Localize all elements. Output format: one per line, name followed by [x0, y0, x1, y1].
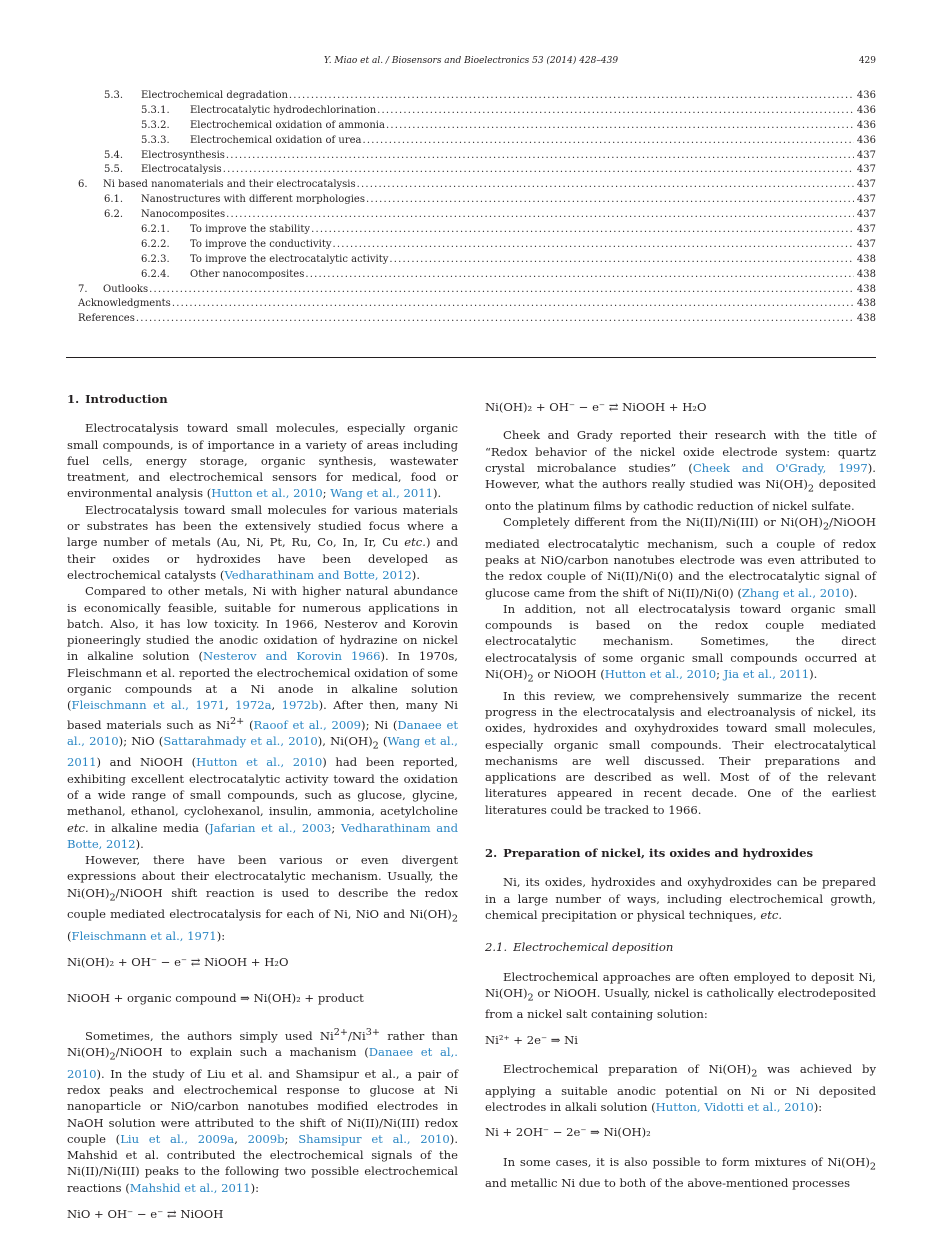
- toc-entry-page: 436: [856, 90, 876, 101]
- citation-link[interactable]: Vedharathinam and Botte, 2012: [224, 567, 412, 582]
- citation-link[interactable]: 1972a: [235, 698, 272, 713]
- toc-entry[interactable]: [66, 253, 876, 268]
- citation-link[interactable]: 2009b: [247, 1131, 285, 1146]
- toc-leader-dots: [226, 149, 854, 164]
- toc-entry-title: Nanocomposites: [141, 209, 226, 221]
- citation-link[interactable]: Zhang et al., 2010: [741, 585, 850, 600]
- toc-entry[interactable]: [66, 134, 876, 149]
- toc-leader-dots: [149, 283, 854, 298]
- toc-entry-page: 438: [856, 313, 876, 325]
- toc-entry-page: 438: [856, 268, 876, 280]
- toc-entry[interactable]: [66, 163, 876, 178]
- toc-entry-number: 5.5.: [104, 164, 124, 176]
- toc-entry[interactable]: [66, 89, 876, 104]
- paragraph: Electrochemical approaches are often employed to deposit Ni, $Ni(OH)_2$ or NiOOH. Usually, nickel is catholically electrodeposited from a nickel salt containing solution:: [485, 969, 876, 1022]
- running-title: Y. Miao et al. / Biosensors and Bioelectronics 53 (2014) 428–439: [323, 56, 619, 66]
- toc-entry-page: 437: [856, 149, 876, 161]
- equation: Ni²⁺ + 2e⁻ ⇒ Ni: [485, 1032, 578, 1047]
- citation-link[interactable]: Raoof et al., 2009: [253, 717, 362, 732]
- toc-entry-page: 436: [856, 134, 876, 146]
- toc-entry-number: 7.: [78, 283, 88, 295]
- toc-entry-title: Electrocatalytic hydrodechlorination: [190, 104, 377, 116]
- citation-link[interactable]: Danaee et al., 2010: [67, 717, 459, 748]
- paragraph: Completely different from the Ni(II)/Ni(III) or $Ni(OH)_2$/NiOOH mediated electrocatalytic mechanism, such a couple of redox peaks at NiO/carbon nanotubes electrode was even attributed to the redox couple of Ni(II)/Ni(0) and the electrocatalytic signal of glucose came from the shift of Ni(II)/Ni(0) (Zhang et al., 2010).: [485, 515, 876, 600]
- toc-entry-title: Ni based nanomaterials and their electrocatalysis: [103, 179, 356, 191]
- toc-entry-page: 436: [856, 119, 876, 131]
- citation-link[interactable]: Fleischmann et al., 1971: [71, 698, 225, 713]
- toc-entry-number: 6.2.3.: [141, 253, 170, 265]
- subsection-heading-electrochemical-deposition: 2.1. Electrochemical deposition: [485, 940, 674, 955]
- toc-entry-page: 436: [856, 104, 876, 116]
- toc-entry-page: 437: [856, 179, 876, 191]
- citation-link[interactable]: 1972b: [281, 698, 319, 713]
- toc-leader-dots: [223, 163, 854, 178]
- toc-entry[interactable]: [66, 119, 876, 134]
- citation-link[interactable]: Sattarahmady et al., 2010: [163, 733, 318, 748]
- citation-link[interactable]: Hutton et al., 2010: [604, 667, 717, 682]
- toc-entry-page: 437: [856, 238, 876, 250]
- toc-leader-dots: [226, 208, 854, 223]
- section-divider: [66, 357, 876, 358]
- citation-link[interactable]: Danaee et al,. 2010: [67, 1045, 458, 1081]
- toc-entry[interactable]: [66, 312, 876, 327]
- toc-leader-dots: [377, 104, 854, 119]
- citation-link[interactable]: Hutton et al., 2010: [196, 755, 323, 770]
- paragraph: Compared to other metals, Ni with higher natural abundance is economically feasible, suitable for numerous applications in batch. Also, it has low toxicity. In 1966, Nesterov and Korovin pioneeringly studied the anodic oxidation of hydrazine on nickel in alkaline solution (Nesterov and Korovin 1966). In 1970s, Fleischmann et al. reported the electrochemical oxidation of some organic compounds at a Ni anode in alkaline solution (Fleischmann et al., 1971, 1972a, 1972b). After then, many Ni based materials such as $Ni^{2+}$ (Raoof et al., 2009); Ni (Danaee et al., 2010); NiO (Sattarahmady et al., 2010), $Ni(OH)_2$ (Wang et al., 2011) and NiOOH (Hutton et al., 2010) had been reported, exhibiting excellent electrocatalytic activity toward the oxidation of a wide range of small compounds, such as glucose, glycine, methanol, ethanol, cyclohexanol, insulin, ammonia, acetylcholine etc. in alkaline media (Jafarian et al., 2003; Vedharathinam and Botte, 2012).: [67, 584, 459, 851]
- citation-link[interactable]: Shamsipur et al., 2010: [298, 1131, 450, 1146]
- toc-leader-dots: [136, 312, 854, 327]
- citation-link[interactable]: Jia et al., 2011: [723, 667, 810, 682]
- toc-entry-title: Outlooks: [103, 283, 149, 295]
- toc-entry-number: 6.2.: [104, 209, 124, 221]
- toc-entry[interactable]: [66, 238, 876, 253]
- toc-entry-title: Electrochemical oxidation of urea: [190, 134, 362, 146]
- toc-entry-page: 437: [856, 164, 876, 176]
- toc-entry-title: Electrochemical oxidation of ammonia: [190, 119, 385, 131]
- citation-link[interactable]: Hutton et al., 2010: [211, 486, 323, 501]
- equation: Ni(OH)₂ + OH⁻ − e⁻ ⇄ NiOOH + H₂O: [67, 955, 289, 970]
- toc-entry[interactable]: [66, 104, 876, 119]
- toc-leader-dots: [289, 89, 854, 104]
- toc-entry-title: To improve the conductivity: [190, 238, 332, 250]
- toc-entry-number: 5.4.: [104, 149, 124, 161]
- equation: NiO + OH⁻ − e⁻ ⇄ NiOOH: [67, 1207, 224, 1222]
- toc-entry-title: Electrocatalysis: [141, 164, 222, 176]
- running-header: [66, 56, 876, 70]
- equation: Ni(OH)₂ + OH⁻ − e⁻ ⇄ NiOOH + H₂O: [485, 400, 707, 414]
- section-heading-preparation: 2. Preparation of nickel, its oxides and hydroxides: [485, 846, 813, 861]
- toc-entry-number: 6.1.: [104, 194, 124, 206]
- paragraph: Cheek and Grady reported their research with the title of “Redox behavior of the nickel oxide electrode system: quartz crystal microbalance studies” (Cheek and O'Grady, 1997). However, what the authors really studied was $Ni(OH)_2$ deposited onto the platinum films by cathodic reduction of nickel sulfate.: [485, 428, 876, 513]
- citation-link[interactable]: Wang et al., 2011: [330, 486, 434, 501]
- toc-entry[interactable]: [66, 149, 876, 164]
- paragraph: However, there have been various or even divergent expressions about their electrocatalytic mechanism. Usually, the $Ni(OH)_2$/NiOOH shift reaction is used to describe the redox couple mediated electrocatalysis for each of Ni, NiO and $Ni(OH)_2$ (Fleischmann et al., 1971):: [67, 853, 458, 943]
- paragraph: Electrochemical preparation of $Ni(OH)_2$ was achieved by applying a suitable anodic potential on Ni or Ni deposited electrodes in alkali solution (Hutton, Vidotti et al., 2010):: [485, 1062, 876, 1114]
- citation-link[interactable]: Hutton, Vidotti et al., 2010: [655, 1099, 814, 1114]
- citation-link[interactable]: Mahshid et al., 2011: [129, 1180, 251, 1195]
- toc-entry-number: 5.3.: [104, 90, 124, 101]
- toc-entry-number: 6.2.2.: [141, 238, 170, 250]
- citation-link[interactable]: Nesterov and Korovin 1966: [203, 649, 381, 664]
- toc-leader-dots: [172, 297, 854, 312]
- toc-entry-page: 438: [856, 283, 876, 295]
- toc-entry-page: 437: [856, 224, 876, 236]
- citation-link[interactable]: Fleischmann et al., 1971: [71, 929, 217, 943]
- citation-link[interactable]: Cheek and O'Grady, 1997: [692, 460, 868, 475]
- paragraph: Ni, its oxides, hydroxides and oxyhydroxides can be prepared in a large number of ways, including electrochemical growth, chemical precipitation or physical techniques, etc.: [485, 875, 876, 922]
- toc-entry[interactable]: [66, 268, 876, 283]
- toc-leader-dots: [389, 253, 853, 268]
- toc-entry-title: To improve the stability: [190, 224, 311, 236]
- toc-entry-page: 437: [856, 209, 876, 221]
- toc-leader-dots: [311, 223, 854, 238]
- toc-entry-title: Electrochemical degradation: [141, 90, 288, 101]
- toc-entry-number: 5.3.1.: [141, 104, 170, 116]
- toc-entry[interactable]: [66, 208, 876, 223]
- citation-link[interactable]: Wang et al., 2011: [67, 733, 458, 770]
- toc-entry-title: Electrosynthesis: [141, 149, 225, 161]
- table-of-contents: [66, 89, 876, 327]
- section-heading-introduction: 1. Introduction: [67, 392, 168, 406]
- toc-entry[interactable]: [66, 283, 876, 298]
- right-column: [485, 391, 876, 1191]
- toc-leader-dots: [333, 238, 854, 253]
- toc-leader-dots: [363, 134, 854, 149]
- toc-leader-dots: [357, 178, 854, 193]
- toc-entry-page: 438: [856, 298, 876, 310]
- toc-entry[interactable]: [66, 193, 876, 208]
- paragraph: In addition, not all electrocatalysis toward organic small compounds is based on the redox couple mediated electrocatalytic mechanism. Sometimes, the direct electrocatalysis of some organic small compounds occurred at $Ni(OH)_2$ or NiOOH (Hutton et al., 2010; Jia et al., 2011).: [485, 601, 876, 685]
- paragraph: Electrocatalysis toward small molecules for various materials or substrates has been the extensively studied focus where a large number of metals (Au, Ni, Pt, Ru, Co, In, Ir, Cu etc.) and their oxides or hydroxides have been developed as electrochemical catalysts (Vedharathinam and Botte, 2012).: [67, 502, 459, 582]
- toc-entry-number: 6.2.1.: [141, 224, 170, 236]
- toc-entry-title: Nanostructures with different morphologies: [141, 194, 365, 206]
- toc-entry-number: 6.: [78, 179, 88, 191]
- toc-entry-page: 438: [856, 253, 876, 265]
- paragraph: In some cases, it is also possible to form mixtures of $Ni(OH)_2$ and metallic Ni due to both of the above-mentioned processes: [485, 1154, 876, 1191]
- toc-leader-dots: [305, 268, 854, 283]
- toc-entry-title: To improve the electrocatalytic activity: [190, 253, 389, 265]
- toc-entry-title: Other nanocomposites: [190, 268, 305, 280]
- equation: Ni + 2OH⁻ − 2e⁻ ⇒ Ni(OH)₂: [485, 1125, 651, 1140]
- toc-entry[interactable]: [66, 178, 876, 193]
- toc-entry[interactable]: [66, 297, 876, 312]
- toc-entry-page: 437: [856, 194, 876, 206]
- left-column: [67, 391, 458, 1222]
- toc-entry-title: References: [78, 313, 135, 325]
- toc-leader-dots: [366, 193, 854, 208]
- toc-entry-number: 5.3.3.: [141, 134, 170, 146]
- toc-entry[interactable]: [66, 223, 876, 238]
- toc-entry-number: 6.2.4.: [141, 268, 170, 280]
- citation-link[interactable]: Vedharathinam and Botte, 2012: [67, 820, 459, 851]
- equation: NiOOH + organic compound ⇒ Ni(OH)₂ + product: [67, 990, 364, 1005]
- page-number: 429: [858, 56, 876, 66]
- paragraph: Electrocatalysis toward small molecules, especially organic small compounds, is of importance in a variety of areas including fuel cells, energy storage, organic synthesis, wastewater treatment, and electrochemical sensors for medical, food or environmental analysis (Hutton et al., 2010; Wang et al., 2011).: [67, 421, 458, 501]
- toc-leader-dots: [386, 119, 854, 134]
- toc-entry-number: 5.3.2.: [141, 119, 170, 131]
- citation-link[interactable]: Liu et al., 2009a: [120, 1131, 235, 1146]
- paragraph: In this review, we comprehensively summarize the recent progress in the electrocatalysis and electroanalysis of nickel, its oxides, hydroxides and oxyhydroxides toward small molecules, especially organic small compounds. Their electrocatalytical mechanisms are well discussed. Their preparations and applications are described as well. Most of of the relevant literatures appeared in recent decade. One of the earliest literatures could be tracked to 1966.: [485, 688, 876, 817]
- citation-link[interactable]: Jafarian et al., 2003: [209, 820, 332, 835]
- toc-entry-title: Acknowledgments: [78, 298, 171, 310]
- paragraph: Sometimes, the authors simply used $Ni^{2+}/Ni^{3+}$ rather than $Ni(OH)_2$/NiOOH to explain such a machanism (Danaee et al,. 2010). In the study of Liu et al. and Shamsipur et al., a pair of redox peaks and electrochemical response to glucose at Ni nanoparticle or NiO/carbon nanotubes modified electrodes in NaOH solution were attributed to the shift of Ni(II)/Ni(III) redox couple (Liu et al., 2009a, 2009b; Shamsipur et al., 2010). Mahshid et al. contributed the electrochemical signals of the Ni(II)/Ni(III) peaks to the following two possible electrochemical reactions (Mahshid et al., 2011):: [67, 1026, 459, 1195]
